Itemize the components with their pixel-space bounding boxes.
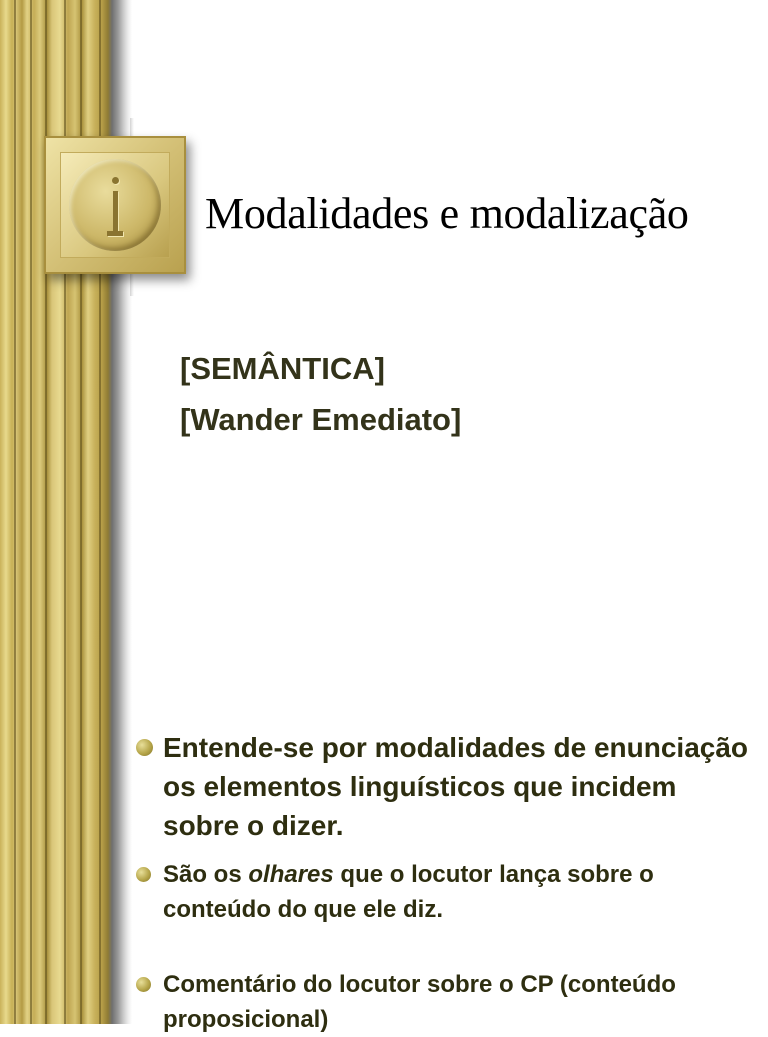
subtitle-author: [Wander Emediato] <box>180 402 462 437</box>
bullet-text: Entende-se por modalidades de enunciação os elementos linguísticos que incidem sobre o dizer. <box>163 732 749 841</box>
bullet-dot-icon <box>136 977 151 992</box>
info-emblem-icon <box>69 159 161 251</box>
pillar-groove <box>14 0 16 1024</box>
info-glyph <box>110 177 120 245</box>
bullet-text-after: que o locutor lança sobre o conteúdo do que ele diz. <box>163 861 654 923</box>
bullet-item <box>136 728 760 845</box>
bullet-dot-icon <box>136 867 151 882</box>
slide-title: Modalidades e modalização <box>205 189 689 238</box>
info-emblem <box>44 136 186 274</box>
bullet-item <box>136 857 760 927</box>
subtitle-course: [SEMÂNTICA] <box>180 351 385 386</box>
bullet-item <box>136 967 760 1037</box>
bullet-text: Comentário do locutor sobre o CP (conteúdo proposicional) <box>163 971 676 1033</box>
bullet-text-italic: olhares <box>248 861 334 888</box>
emblem-plate <box>60 152 170 258</box>
bullet-list <box>136 728 760 1037</box>
pillar-groove <box>30 0 32 1024</box>
bullet-dot-icon <box>136 739 153 756</box>
bullet-text-before: São os <box>163 861 249 888</box>
